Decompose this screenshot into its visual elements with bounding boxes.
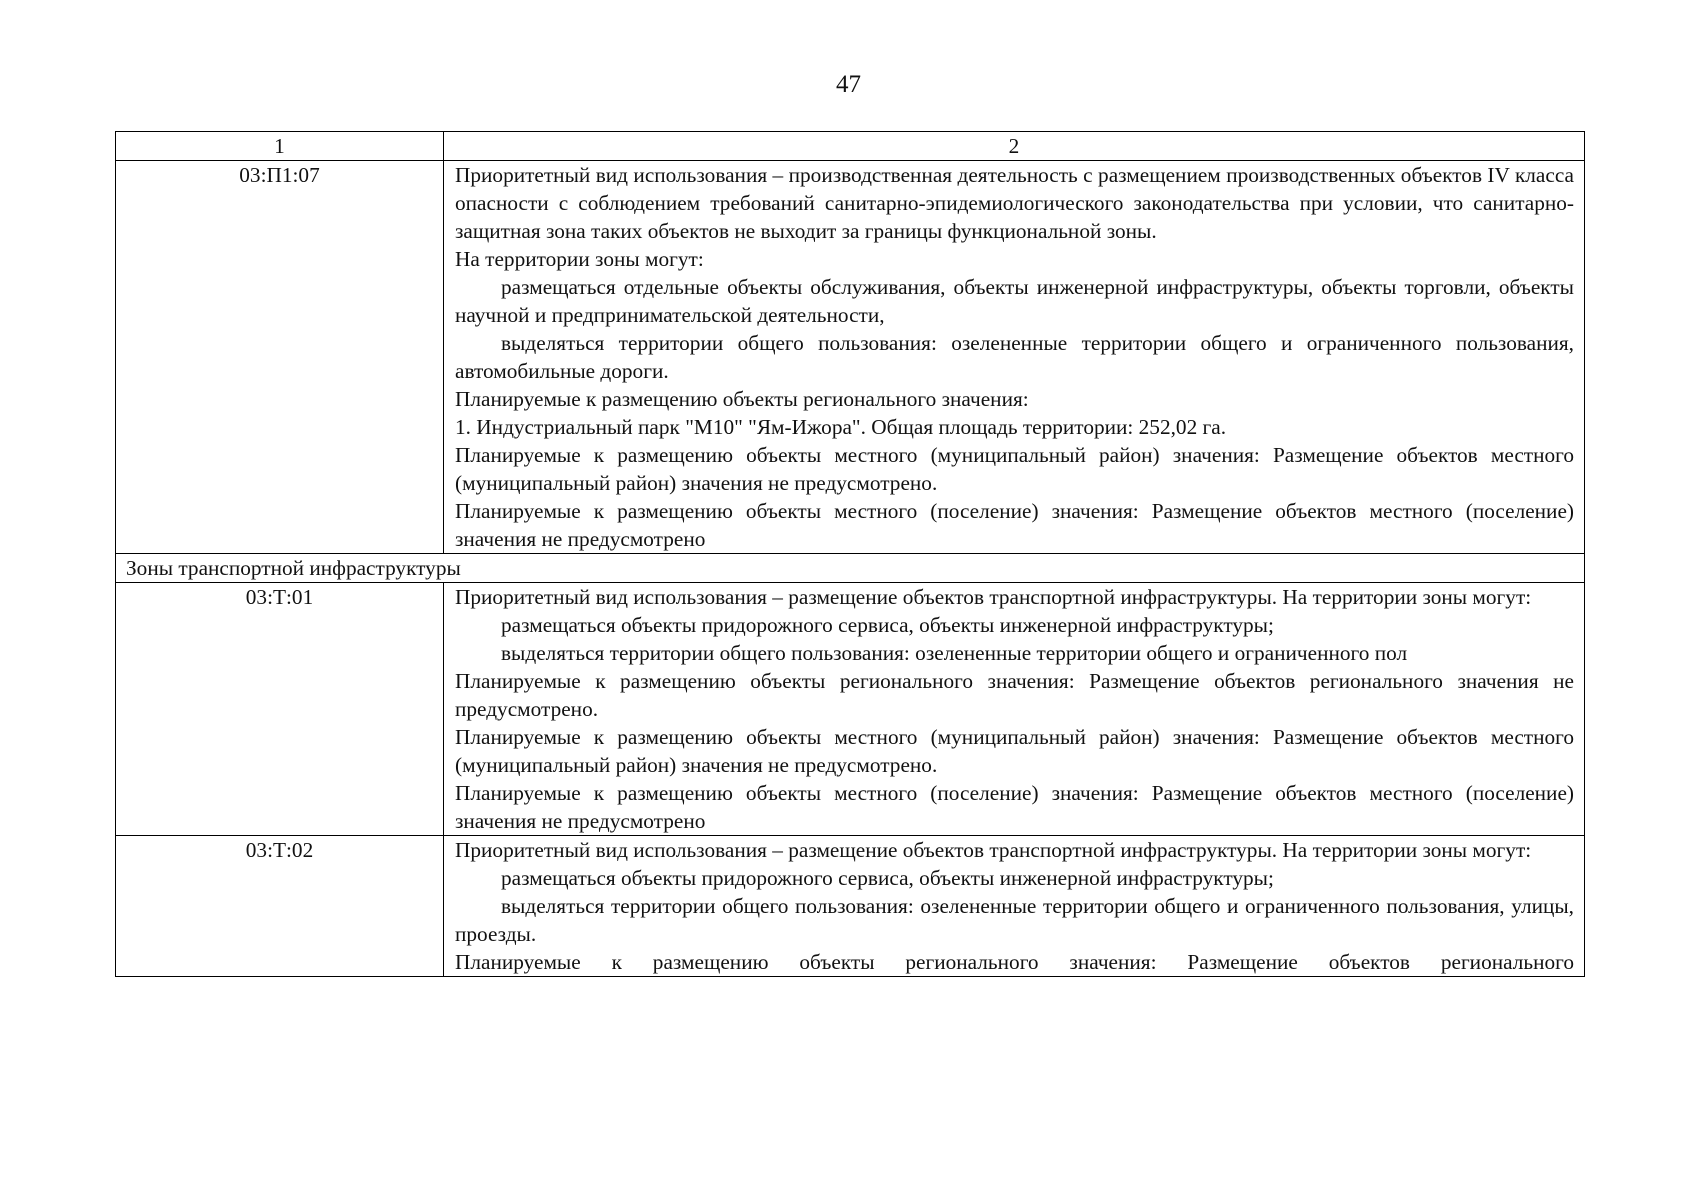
- table-row: [116, 161, 1585, 554]
- paragraph: Приоритетный вид использования – производственная деятельность с размещением производственных объектов IV класса опасности с соблюдением требований санитарно-эпидемиологического законодательства при условии, что санитарно-защитная зона таких объектов не выходит за границы функциональной зоны.: [455, 163, 1574, 243]
- section-row: [116, 554, 1585, 583]
- paragraph: размещаться объекты придорожного сервиса, объекты инженерной инфраструктуры;: [501, 613, 1274, 637]
- paragraph: Планируемые к размещению объекты местного (поселение) значения: Размещение объектов местного (поселение) значения не предусмотрено: [455, 499, 1574, 551]
- zones-table: [115, 131, 1585, 977]
- header-cell-2: 2: [444, 132, 1585, 161]
- paragraph: 1. Индустриальный парк "М10" "Ям-Ижора". Общая площадь территории: 252,02 га.: [455, 415, 1227, 439]
- paragraph: выделяться территории общего пользования: озелененные территории общего и ограниченного пользования, улицы, проезды.: [455, 894, 1574, 946]
- paragraph: Приоритетный вид использования – размещение объектов транспортной инфраструктуры. На территории зоны могут:: [455, 585, 1532, 609]
- paragraph: Планируемые к размещению объекты местного (муниципальный район) значения: Размещение объектов местного (муниципальный район) значения не предусмотрено.: [455, 725, 1574, 777]
- zone-description: [444, 583, 1585, 836]
- paragraph: размещаться отдельные объекты обслуживания, объекты инженерной инфраструктуры, объекты торговли, объекты научной и предпринимательской деятельности,: [455, 275, 1574, 327]
- paragraph: выделяться территории общего пользования: озелененные территории общего и ограниченного пол: [501, 641, 1408, 665]
- zone-code: 03:П1:07: [116, 161, 444, 554]
- paragraph: На территории зоны могут:: [455, 247, 704, 271]
- zone-description: [444, 161, 1585, 554]
- paragraph: Планируемые к размещению объекты регионального значения: Размещение объектов регионального: [455, 950, 1574, 974]
- table-header-row: [116, 132, 1585, 161]
- table-row: [116, 583, 1585, 836]
- paragraph: Приоритетный вид использования – размещение объектов транспортной инфраструктуры. На территории зоны могут:: [455, 838, 1532, 862]
- paragraph: Планируемые к размещению объекты местного (муниципальный район) значения: Размещение объектов местного (муниципальный район) значения не предусмотрено.: [455, 443, 1574, 495]
- zone-description: [444, 836, 1585, 977]
- zone-code: 03:Т:01: [116, 583, 444, 836]
- page-number: 47: [836, 71, 861, 98]
- zone-code: 03:Т:02: [116, 836, 444, 977]
- paragraph: Планируемые к размещению объекты местного (поселение) значения: Размещение объектов местного (поселение) значения не предусмотрено: [455, 781, 1574, 833]
- header-cell-1: 1: [116, 132, 444, 161]
- paragraph: Планируемые к размещению объекты регионального значения:: [455, 387, 1029, 411]
- paragraph: выделяться территории общего пользования: озелененные территории общего и ограниченного пользования, автомобильные дороги.: [455, 331, 1574, 383]
- table-row: [116, 836, 1585, 977]
- paragraph: Планируемые к размещению объекты регионального значения: Размещение объектов регионального значения не предусмотрено.: [455, 669, 1574, 721]
- paragraph: размещаться объекты придорожного сервиса, объекты инженерной инфраструктуры;: [501, 866, 1274, 890]
- section-title: Зоны транспортной инфраструктуры: [116, 554, 1585, 583]
